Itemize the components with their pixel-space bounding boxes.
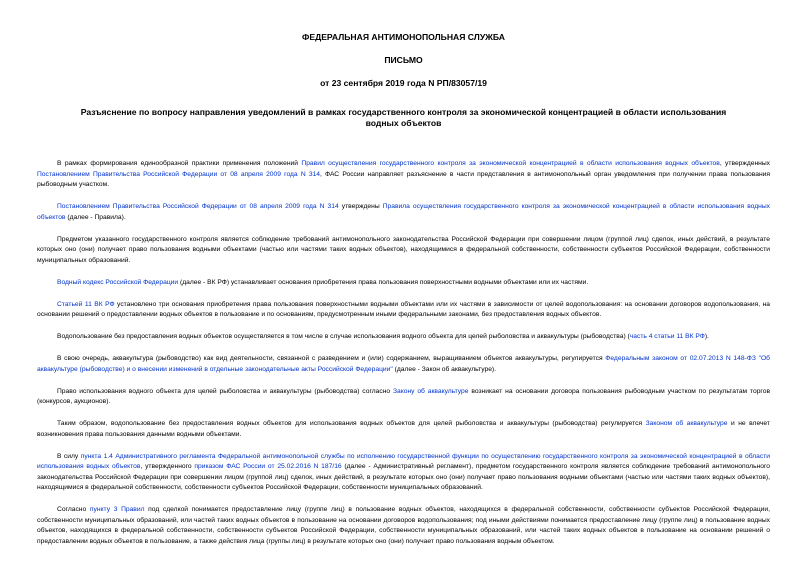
- text-run: , утвержденного: [140, 463, 195, 470]
- paragraph-11: [37, 505, 770, 547]
- text-run: утверждены: [338, 203, 383, 210]
- text-run: под сделкой понимается предоставление лицу (группе лиц) в пользование водных объектов, находящихся в федеральной собственности, собственности субъектов Российской Федерации, собственности муниципальных образований, или частей таких водных объектов в пользование на основании договоров водопользования; под иными действиями понимается предоставление лицу (группе лиц) в пользование водных объектов, находящихся в федеральной собственности, собственности субъектов Российской Федерации, собственности муниципальных образований, или частей таких водных объектов в пользование на основании решений о предоставлении водных объектов в пользование, а также действия лица (группы лиц) в результате которых оно (они) получает право пользования водным объектом.: [37, 506, 771, 545]
- link-government-decree-314[interactable]: Постановлением Правительства Российской Федерации от 08 апреля 2009 года N 314: [37, 170, 321, 178]
- link-aquaculture-law[interactable]: Законом об аквакультуре: [645, 420, 728, 427]
- text-run: Таким образом, водопользование без предоставления водных объектов для использования водных объектов для целей рыболовства и аквакультуры (рыбоводства) регулируется: [57, 420, 646, 427]
- paragraph-7: [37, 354, 770, 375]
- link-admin-regulation[interactable]: пункта 1.4 Административного регламента Федеральной антимонопольной службы по исполнению государственной функции по осуществлению государственного контроля за экономической концентрацией в области использования водных объектов: [37, 452, 770, 470]
- document-body: [37, 159, 770, 547]
- link-rules-water-control[interactable]: Правила осуществления государственного контроля за экономической концентрацией в области использования водных объектов: [37, 203, 770, 221]
- text-run: , ФАС России направляет разъяснение в части представления в антимонопольный орган уведомления при получении права пользования рыбоводным участком.: [37, 170, 770, 188]
- text-run: В рамках формирования единообразной практики применения положений: [57, 160, 302, 167]
- link-rules-point-3[interactable]: пункту 3 Правил: [89, 506, 145, 513]
- text-run: (далее - Закон об аквакультуре).: [392, 365, 497, 373]
- document-type: ПИСЬМО: [384, 55, 423, 65]
- text-run: , утвержденных: [719, 160, 771, 167]
- text-run: возникает на основании договора пользования рыбоводным участком по результатам торгов (конкурсов, аукционов).: [37, 387, 770, 405]
- link-aquaculture-law[interactable]: Федеральным законом от 02.07.2013 N 148-ФЗ "Об аквакультуре (рыбоводстве) и о внесении изменений в отдельные законодательные акты Российской Федерации": [37, 355, 770, 373]
- paragraph-8: [37, 387, 770, 408]
- link-government-decree-314[interactable]: Постановлением Правительства Российской Федерации от 08 апреля 2009 года N 314: [57, 203, 339, 210]
- link-aquaculture-law[interactable]: Закону об аквакультуре: [392, 387, 469, 395]
- link-article-11-part-4[interactable]: часть 4 статьи 11 ВК РФ: [629, 333, 705, 340]
- paragraph-4: [37, 278, 770, 289]
- text-run: Водопользование без предоставления водных объектов осуществляется в том числе в случае использования водного объекта для целей рыболовства и аквакультуры (рыбоводства) (: [57, 333, 630, 340]
- text-run: (далее - Административный регламент), предметом государственного контроля является соблюдение требований антимонопольного законодательства Российской Федерации при совершении лицом (группой лиц) сделок, иных действий, в результате которых оно (они) получает право пользования водными объектами (частью или частями таких водных объектов), находящимися в федеральной собственности, собственности субъектов Российской Федерации, собственности муниципальных образований.: [37, 463, 770, 491]
- text-run: (далее - ВК РФ) устанавливает основания приобретения права пользования поверхностными водными объектами или их частями.: [178, 278, 589, 286]
- agency-title: ФЕДЕРАЛЬНАЯ АНТИМОНОПОЛЬНАЯ СЛУЖБА: [302, 32, 505, 42]
- text-run: Право использования водного объекта для целей рыболовства и аквакультуры (рыбоводства) согласно: [57, 387, 393, 395]
- paragraph-6: [37, 332, 770, 343]
- text-run: Согласно: [57, 506, 90, 513]
- paragraph-10: [37, 452, 770, 494]
- link-article-11[interactable]: Статьей 11 ВК РФ: [57, 300, 115, 308]
- paragraph-9: [37, 419, 770, 440]
- text-run: В силу: [57, 452, 81, 460]
- paragraph-2: [37, 202, 770, 223]
- text-run: ).: [704, 333, 709, 340]
- text-run: и не влечет возникновения права пользования данными водными объектами.: [37, 420, 770, 438]
- text-run: В свою очередь, аквакультура (рыбоводство) как вид деятельности, связанной с разведением и (или) содержанием, выращиванием объектов аквакультуры, регулируется: [57, 355, 606, 362]
- link-water-code[interactable]: Водный кодекс Российской Федерации: [57, 278, 179, 286]
- document-subject: Разъяснение по вопросу направления уведомлений в рамках государственного контроля за экономической концентрацией в области использования водных объектов: [80, 107, 727, 128]
- paragraph-1: [37, 159, 770, 191]
- text-run: установлено три основания приобретения права пользования поверхностными водными объектами или их частями в зависимости от целей водопользования: на основании договоров водопользования, на основании решений о предоставлении водных объектов в пользование и по основаниям, предусмотренным иными федеральными законами, без предоставления водных объектов.: [37, 300, 770, 318]
- paragraph-3: [37, 235, 770, 267]
- link-rules-water-control[interactable]: Правил осуществления государственного контроля за экономической концентрацией в области использования водных объектов: [301, 160, 720, 167]
- paragraph-5: [37, 300, 770, 321]
- text-run: Предметом указанного государственного контроля является соблюдение требований антимонопольного законодательства Российской Федерации при совершении лицом (группой лиц) сделок, иных действий, в результате которых оно (они) получает право пользования водными объектами (частью или частями таких водных объектов), находящимися в федеральной собственности, собственности субъектов Российской Федерации, собственности муниципальных образований.: [37, 235, 770, 264]
- text-run: (далее - Правила).: [65, 213, 126, 221]
- link-fas-order-187[interactable]: приказом ФАС России от 25.02.2016 N 187/16: [194, 463, 342, 470]
- document-date-number: от 23 сентября 2019 года N РП/83057/19: [320, 78, 487, 88]
